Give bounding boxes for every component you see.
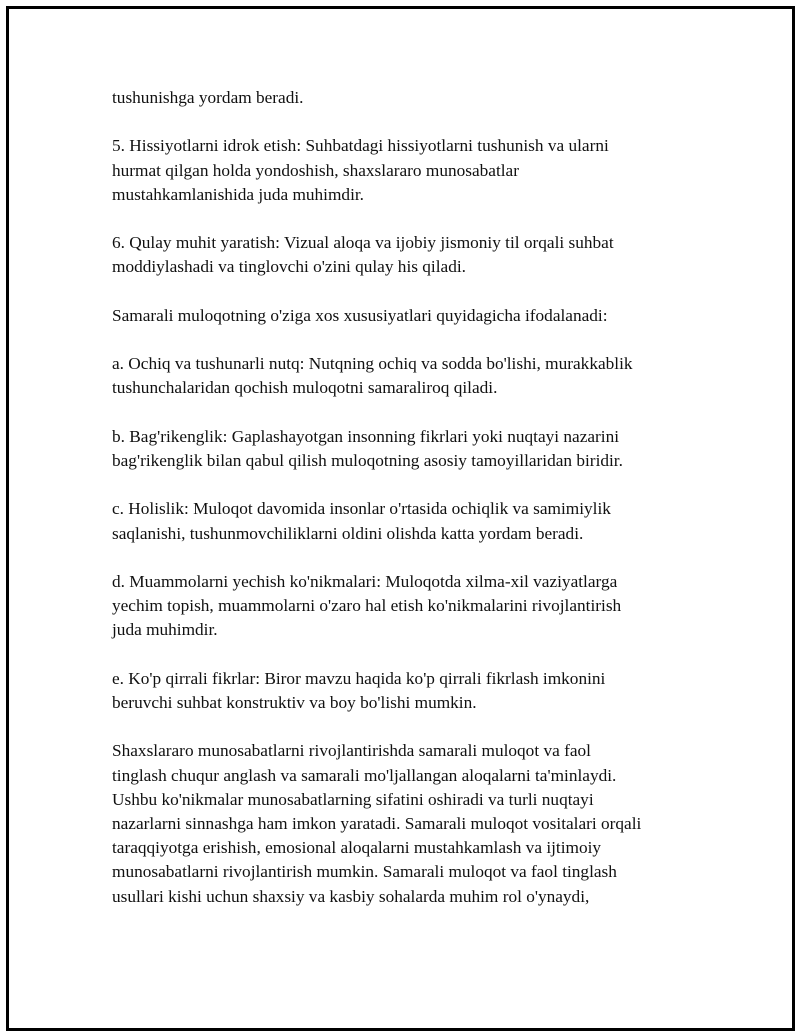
paragraph [112,86,692,110]
paragraph [112,425,692,473]
text-line: tinglash chuqur anglash va samarali mo'ljallangan aloqalarni ta'minlaydi. [112,765,617,785]
text-line: munosabatlarni rivojlantirish mumkin. Samarali muloqot va faol tinglash [112,862,617,882]
paragraph [112,667,692,715]
text-line: juda muhimdir. [112,620,218,640]
text-line: d. Muammolarni yechish ko'nikmalari: Muloqotda xilma-xil vaziyatlarga [112,571,618,591]
paragraph [112,497,692,545]
text-line: usullari kishi uchun shaxsiy va kasbiy sohalarda muhim rol o'ynaydi, [112,886,590,906]
paragraph [112,134,692,207]
text-line: taraqqiyotga erishish, emosional aloqalarni mustahkamlash va ijtimoiy [112,838,602,858]
text-line: a. Ochiq va tushunarli nutq: Nutqning ochiq va sodda bo'lishi, murakkablik [112,354,633,374]
document-body [112,86,692,933]
text-line: 6. Qulay muhit yaratish: Vizual aloqa va ijobiy jismoniy til orqali suhbat [112,233,614,253]
text-line: moddiylashadi va tinglovchi o'zini qulay his qiladi. [112,257,466,277]
text-line: bag'rikenglik bilan qabul qilish muloqotning asosiy tamoyillaridan biridir. [112,450,623,470]
text-line: b. Bag'rikenglik: Gaplashayotgan insonning fikrlari yoki nuqtayi nazarini [112,426,620,446]
text-line: yechim topish, muammolarni o'zaro hal etish ko'nikmalarini rivojlantirish [112,596,622,616]
text-line: 5. Hissiyotlarni idrok etish: Suhbatdagi hissiyotlarni tushunish va ularni [112,136,609,156]
text-line: nazarlarni sinnashga ham imkon yaratadi. Samarali muloqot vositalari orqali [112,813,642,833]
text-line: Shaxslararo munosabatlarni rivojlantirishda samarali muloqot va faol [112,741,591,761]
paragraph [112,304,692,328]
text-line: c. Holislik: Muloqot davomida insonlar o'rtasida ochiqlik va samimiylik [112,499,611,519]
paragraph [112,231,692,279]
text-line: tushunishga yordam beradi. [112,88,304,107]
paragraph [112,352,692,400]
paragraph [112,739,692,908]
text-line: Samarali muloqotning o'ziga xos xususiyatlari quyidagicha ifodalanadi: [112,305,608,325]
text-line: mustahkamlanishida juda muhimdir. [112,184,364,204]
text-line: e. Ko'p qirrali fikrlar: Biror mavzu haqida ko'p qirrali fikrlash imkonini [112,668,606,688]
text-line: Ushbu ko'nikmalar munosabatlarning sifatini oshiradi va turli nuqtayi [112,789,594,809]
text-line: tushunchalaridan qochish muloqotni samaraliroq qiladi. [112,378,498,398]
paragraph [112,570,692,643]
text-line: hurmat qilgan holda yondoshish, shaxslararo munosabatlar [112,160,519,180]
text-line: beruvchi suhbat konstruktiv va boy bo'lishi mumkin. [112,692,477,712]
text-line: saqlanishi, tushunmovchiliklarni oldini olishda katta yordam beradi. [112,523,584,543]
